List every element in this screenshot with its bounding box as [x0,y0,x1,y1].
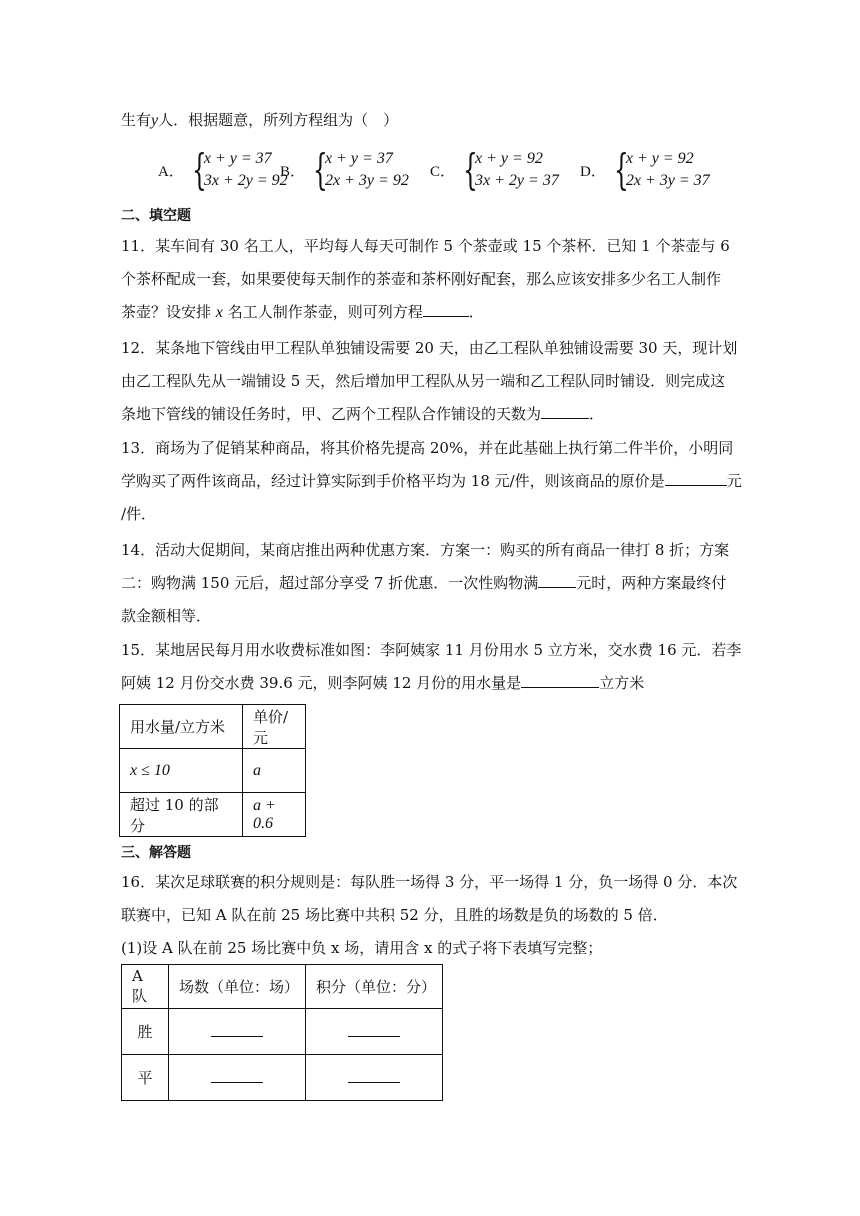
table-cell [306,1055,443,1101]
table-cell: x ≤ 10 [120,749,243,793]
match-results-table [121,964,443,1101]
q11-answer-blank[interactable] [423,302,469,317]
q12-answer-blank[interactable] [541,404,589,419]
q13-line-2-pre: 学购买了两件该商品，经过计算实际到手价格平均为 18 元/件，则该商品的原价是 [121,472,665,490]
q16-wins-points-blank[interactable] [348,1022,400,1037]
q10-stem [121,110,398,131]
water-price-table [119,704,306,837]
q15-line-2-post: 立方米 [599,674,645,692]
q14-line-2-post: 元时，两种方案最终付 [576,574,727,592]
table-cell [169,1055,306,1101]
equation-2: 2x + 3y = 37 [625,172,710,189]
section-3-title: 三、解答题 [121,845,191,861]
equation-system [204,148,288,192]
equation-1: x + y = 92 [625,150,694,167]
q10-option-b[interactable] [280,145,409,194]
section-2-title: 二、填空题 [121,208,191,224]
q14-line-3: 款金额相等． [121,607,212,625]
brace-icon: { [313,145,328,194]
q14-answer-blank[interactable] [538,573,576,588]
table-row [122,1055,443,1101]
q16-line-3: (1)设 A 队在前 25 场比赛中负 x 场，请用含 x 的式子将下表填写完整； [121,939,603,957]
table-row [122,1009,443,1055]
table-header-cell: 场数（单位：场） [169,965,306,1009]
q13-line-2-post: 元 [726,472,742,490]
q10-var-y: y [151,112,159,129]
q14-line-1: 14．活动大促期间，某商店推出两种优惠方案．方案一：购买的所有商品一律打 8 折；方案 [121,541,730,559]
q12-line-1: 12．某条地下管线由甲工程队单独铺设需要 20 天，由乙工程队单独铺设需要 30 天，现计划 [121,339,738,357]
equation-system [475,148,559,192]
q11-line-3-pre: 茶壶？设安排 [121,303,212,321]
q14-line-2-pre: 二：购物满 150 元后，超过部分享受 7 折优惠．一次性购物满 [121,574,539,592]
option-label: B． [280,163,306,180]
q11-line-1: 11．某车间有 30 名工人，平均每人每天可制作 5 个茶壶或 15 个茶杯．已知 1 个茶壶与 6 [121,237,730,255]
q11-line-3-post: 名工人制作茶壶，则可列方程 [227,303,423,321]
q16-draws-games-blank[interactable] [211,1068,263,1083]
table-header-row [122,965,443,1009]
q12-line-3 [121,404,604,424]
equation-system [325,148,409,192]
q15-line-1: 15．某地居民每月用水收费标准如图：李阿姨家 11 月份用水 5 立方米，交水费 16 元．若李 [121,641,742,659]
table-header-cell: 积分（单位：分） [306,965,443,1009]
q10-option-c[interactable] [430,145,559,194]
q12-line-3-text: 条地下管线的铺设任务时，甲、乙两个工程队合作铺设的天数为 [121,405,542,423]
q10-stem-pre: 生有 [121,111,152,129]
table-header-row [120,705,306,749]
q13-line-1: 13．商场为了促销某种商品，将其价格先提高 20%，并在此基础上执行第二件半价，小明同 [121,439,734,457]
q16-wins-games-blank[interactable] [211,1022,263,1037]
table-cell [306,1009,443,1055]
table-cell: 平 [122,1055,169,1101]
q15-answer-blank[interactable] [521,673,599,688]
option-label: D． [580,163,606,180]
q16-draws-points-blank[interactable] [348,1068,400,1083]
q15-line-2-pre: 阿姨 12 月份交水费 39.6 元，则李阿姨 12 月份的用水量是 [121,674,522,692]
brace-icon: { [613,145,629,194]
q15-line-2 [121,673,644,693]
q14-line-2 [121,573,726,593]
q11-line-2: 个茶杯配成一套，如果要使每天制作的茶壶和茶杯刚好配套，那么应该安排多少名工人制作 [121,270,722,288]
equation-2: 3x + 2y = 37 [475,172,559,189]
brace-icon: { [463,145,478,194]
q12-line-2: 由乙工程队先从一端铺设 5 天，然后增加甲工程队从另一端和乙工程队同时铺设．则完成这 [121,372,726,390]
table-cell [169,1009,306,1055]
q10-option-a[interactable] [158,145,288,194]
q13-line-3: /件． [121,505,157,523]
equation-system [626,148,710,192]
q11-line-3-end: ． [468,303,484,321]
q11-line-3 [121,302,484,323]
table-cell: a [243,749,306,793]
q13-answer-blank[interactable] [665,471,727,486]
q16-line-1: 16．某次足球联赛的积分规则是：每队胜一场得 3 分，平一场得 1 分，负一场得 0 分．本次 [121,873,738,891]
table-row [120,793,306,837]
q13-line-2 [121,471,742,491]
table-header-cell: 用水量/立方米 [120,705,243,749]
q11-var-x: x [215,304,223,321]
q10-option-d[interactable] [580,145,710,194]
table-cell: a + 0.6 [243,793,306,837]
brace-icon: { [191,145,207,194]
option-label: C． [430,163,456,180]
equation-1: x + y = 92 [475,150,543,167]
equation-2: 3x + 2y = 92 [203,172,288,189]
equation-1: x + y = 37 [325,150,393,167]
equation-1: x + y = 37 [203,150,272,167]
table-header-cell: 单价/元 [243,705,306,749]
q10-stem-post: 人．根据题意，所列方程组为（ ） [158,111,399,129]
equation-2: 2x + 3y = 92 [325,172,409,189]
table-header-cell: A 队 [122,965,169,1009]
table-cell: 超过 10 的部分 [120,793,243,837]
table-cell: 胜 [122,1009,169,1055]
table-row [120,749,306,793]
q16-line-2: 联赛中，已知 A 队在前 25 场比赛中共积 52 分，且胜的场数是负的场数的 5 倍． [121,906,668,924]
option-label: A． [158,163,184,180]
q12-line-3-end: ． [589,405,605,423]
